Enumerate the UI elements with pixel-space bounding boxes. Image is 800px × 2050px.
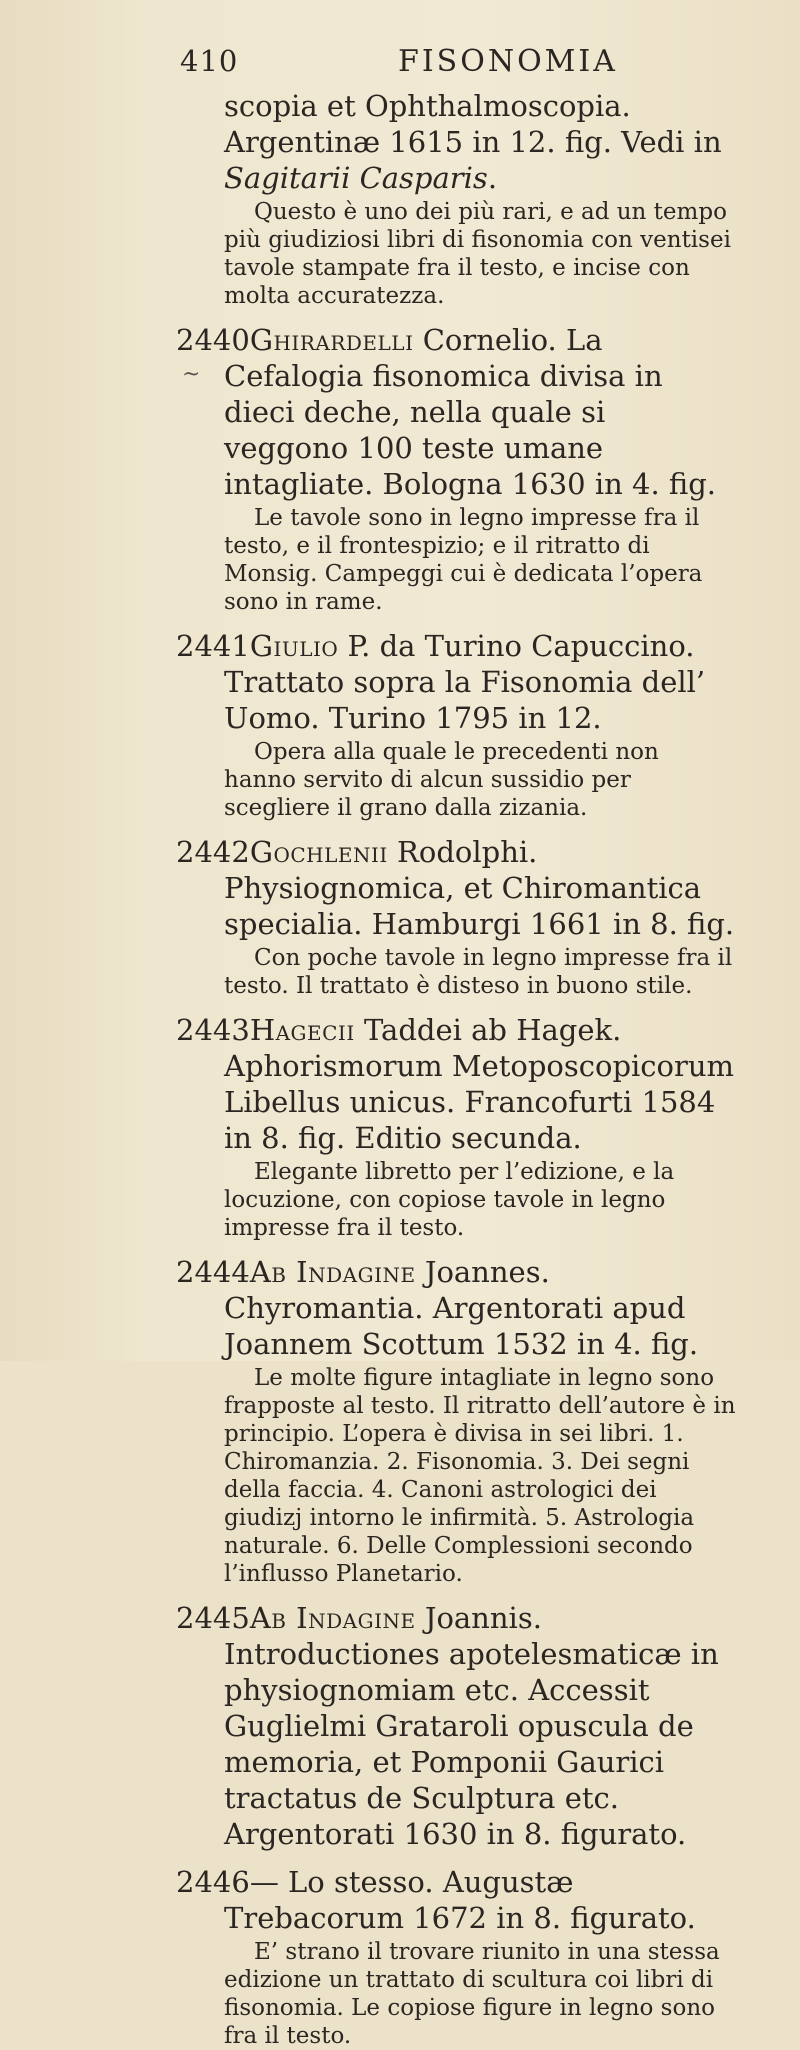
page-number: 410 — [180, 44, 239, 78]
page-header — [180, 44, 700, 84]
entry-author: Ghirardelli — [249, 323, 414, 357]
entry-note: Elegante libretto per l’edizione, e la locuzione, con copiose tavole in legno impresse fra il testo. — [224, 1159, 675, 1241]
running-head: FISONOMIA — [398, 44, 618, 79]
entry-heading — [176, 322, 736, 502]
entry-heading — [176, 1864, 736, 1936]
entry-number: 2440 — [176, 323, 250, 357]
catalogue-entry — [176, 628, 736, 822]
entry-text: Rodolphi. Physiognomica, et Chiromantica specialia. Hamburgi 1661 in 8. fig. — [224, 835, 735, 941]
entry-author: Ab Indagine — [249, 1255, 416, 1289]
entry-number: 2443 — [176, 1013, 250, 1047]
catalogue-entry — [176, 834, 736, 1000]
catalogue-entry — [176, 1012, 736, 1242]
entry-note: E’ strano il trovare riunito in una stessa edizione un trattato di scultura coi libri di fisonomia. Le copiose figure in legno sono fra il testo. — [224, 1939, 720, 2049]
entry-number: 2445 — [176, 1601, 250, 1635]
entry-number: 2441 — [176, 629, 250, 663]
catalogue-entry — [176, 1600, 736, 1852]
entry-text: Taddei ab Hagek. Aphorismorum Metoposcopicorum Libellus unicus. Francofurti 1584 in 8. fig. Editio secunda. — [224, 1013, 735, 1155]
entry-heading — [176, 628, 736, 736]
entry-number: 2442 — [176, 835, 250, 869]
entry-note: Le molte figure intagliate in legno sono frapposte al testo. Il ritratto dell’autore è in principio. L’opera è divisa in sei libri. 1. Chiromanzia. 2. Fisonomia. 3. Dei segni della faccia. 4. Canoni astrologici dei giudizj intorno le infirmità. 5. Astrologia naturale. 6. Delle Complessioni secondo l’influsso Planetario. — [224, 1365, 736, 1587]
entry-author: Ab Indagine — [249, 1601, 416, 1635]
catalogue-entry — [176, 322, 736, 616]
continued-entry — [176, 88, 736, 310]
entry-number: 2444 — [176, 1255, 250, 1289]
catalogue-body — [176, 88, 736, 2050]
catalogue-entry — [176, 1254, 736, 1588]
entry-text: — Lo stesso. Augustæ Trebacorum 1672 in 8. figurato. — [224, 1865, 696, 1935]
entry-note: Opera alla quale le precedenti non hanno servito di alcun sussidio per scegliere il grano dalla zizania. — [224, 739, 659, 821]
entry-heading — [176, 1600, 736, 1852]
entry-author: Giulio — [249, 629, 339, 663]
entry-heading — [176, 834, 736, 942]
entry-note: Con poche tavole in legno impresse fra il testo. Il trattato è disteso in buono stile. — [224, 945, 733, 999]
catalogue-entry — [176, 1864, 736, 2050]
continued-text: scopia et Ophthalmoscopia. Argentinæ 1615 in 12. fig. Vedi in Sagitarii Casparis. — [224, 89, 722, 195]
entry-text: P. da Turino Capuccino. Trattato sopra la Fisonomia dell’ Uomo. Turino 1795 in 12. — [224, 629, 706, 735]
ditto-mark: ~ — [182, 362, 201, 387]
entry-heading — [176, 1012, 736, 1156]
entry-number: 2446 — [176, 1865, 250, 1899]
entry-author: Gochlenii — [249, 835, 388, 869]
entry-text: Joannes. Chyromantia. Argentorati apud Joannem Scottum 1532 in 4. fig. — [224, 1255, 699, 1361]
entry-note: Questo è uno dei più rari, e ad un tempo più giudiziosi libri di fisonomia con ventisei tavole stampate fra il testo, e incise con molta accuratezza. — [224, 199, 731, 309]
entry-text: Cornelio. La Cefalogia fisonomica divisa in dieci deche, nella quale si veggono 100 teste umane intagliate. Bologna 1630 in 4. fig. — [224, 323, 717, 501]
entry-text: Joannis. Introductiones apotelesmaticæ in physiognomiam etc. Accessit Guglielmi Grataroli opuscula de memoria, et Pomponii Gaurici tractatus de Sculptura etc. Argentorati 1630 in 8. figurato. — [224, 1601, 719, 1851]
entry-note: Le tavole sono in legno impresse fra il testo, e il frontespizio; e il ritratto di Monsig. Campeggi cui è dedicata l’opera sono in rame. — [224, 505, 703, 615]
entry-author: Hagecii — [249, 1013, 355, 1047]
entry-heading — [176, 1254, 736, 1362]
italic-name: Sagitarii Casparis — [224, 161, 488, 195]
